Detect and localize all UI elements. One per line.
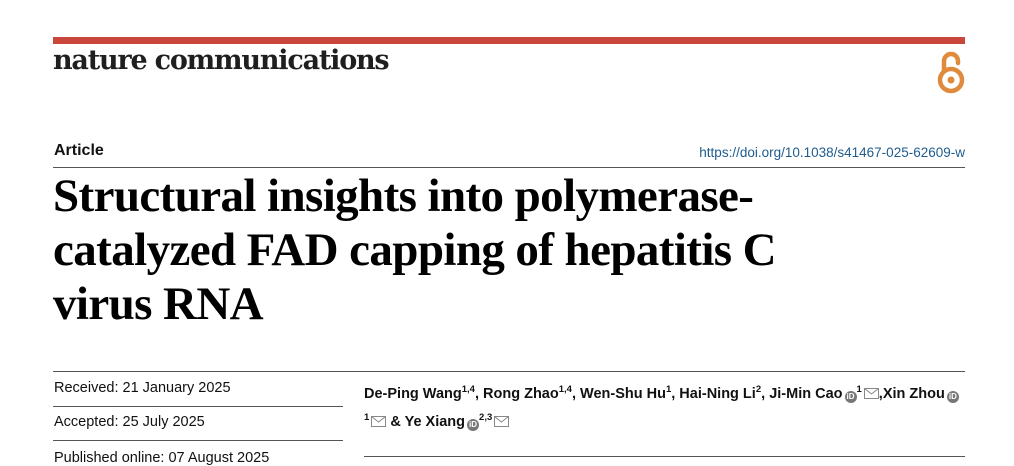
- author-separator: ,: [474, 386, 484, 402]
- published-date: Published online: 07 August 2025: [54, 450, 270, 466]
- journal-name[interactable]: nature communications: [53, 45, 389, 76]
- author-affiliation: 1: [364, 412, 370, 423]
- meta-divider: [53, 406, 343, 407]
- author-name[interactable]: Ye Xiang: [404, 414, 466, 430]
- email-icon[interactable]: [864, 383, 879, 394]
- author-affiliation: 1: [665, 384, 672, 395]
- author-name[interactable]: De-Ping Wang: [364, 386, 462, 402]
- orcid-icon[interactable]: iD: [846, 392, 855, 401]
- title-line: Structural insights into polymerase-: [53, 170, 754, 222]
- author-separator: ,: [671, 386, 680, 402]
- author-separator: ,: [761, 386, 770, 402]
- accepted-date: Accepted: 25 July 2025: [54, 414, 205, 430]
- author-affiliation: 1,4: [461, 384, 475, 395]
- header-rule: [53, 167, 965, 168]
- author-separator: ,: [571, 386, 581, 402]
- author-affiliation: 1: [856, 384, 862, 395]
- title-line: catalyzed FAD capping of hepatitis C: [53, 224, 776, 276]
- author-name[interactable]: Wen-Shu Hu: [580, 386, 666, 402]
- author-name[interactable]: Xin Zhou: [882, 386, 945, 402]
- meta-divider: [53, 440, 343, 441]
- author-affiliation: 2: [755, 384, 762, 395]
- doi-link[interactable]: https://doi.org/10.1038/s41467-025-62609-w: [699, 145, 965, 160]
- author-name[interactable]: Rong Zhao: [483, 386, 559, 402]
- article-title: [53, 169, 953, 331]
- meta-rule-top: [53, 371, 965, 372]
- orcid-icon[interactable]: iD: [469, 420, 478, 429]
- journal-accent-bar: [53, 37, 965, 44]
- email-icon[interactable]: [494, 411, 509, 422]
- author-affiliation: 1,4: [558, 384, 572, 395]
- title-line: virus RNA: [53, 278, 264, 330]
- article-type: Article: [54, 142, 104, 159]
- orcid-icon[interactable]: iD: [948, 392, 957, 401]
- open-access-lock-icon: [935, 50, 967, 94]
- email-icon[interactable]: [371, 411, 386, 422]
- author-list: [364, 378, 964, 434]
- authors-rule: [364, 456, 965, 457]
- received-date: Received: 21 January 2025: [54, 380, 231, 396]
- author-affiliation: 2,3: [479, 412, 493, 423]
- author-name[interactable]: Ji-Min Cao: [769, 386, 843, 402]
- author-name[interactable]: Hai-Ning Li: [679, 386, 756, 402]
- author-separator: ,: [878, 386, 883, 402]
- author-separator: &: [386, 414, 405, 430]
